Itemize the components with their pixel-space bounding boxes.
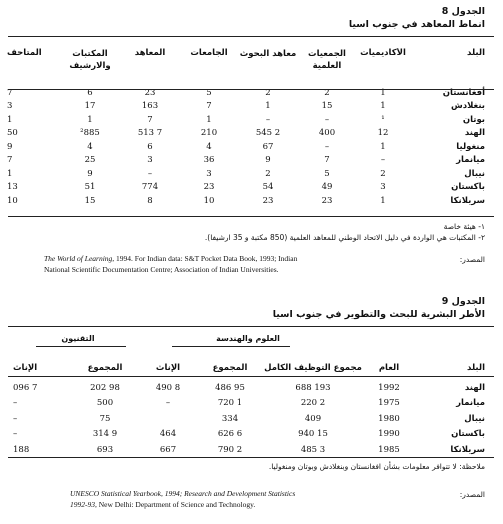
- table8-row: [7, 154, 485, 168]
- table8-cell: 23: [203, 182, 215, 193]
- table9-cell: 15 940: [298, 429, 328, 440]
- table8-cell: 210: [200, 128, 218, 139]
- table8-cell: 2: [380, 168, 386, 179]
- table8-row: [7, 140, 485, 154]
- table8-cell: 1: [7, 168, 13, 179]
- table8-header-country: البلد: [467, 48, 485, 58]
- table9-row: [13, 411, 485, 427]
- table8-cell: 10: [203, 195, 215, 206]
- table8-cell: 7: [7, 155, 13, 166]
- table9-cell: نيبال: [464, 413, 485, 424]
- table9-cell: 9 314: [92, 429, 118, 440]
- table8-top-rule: [8, 36, 494, 37]
- table9-source-italic: UNESCO Statistical Yearbook, 1994; Research and Development Statistics: [70, 489, 296, 498]
- table8-header-research: معاهد البحوث: [239, 49, 297, 59]
- table8-cell: سريلانكا: [450, 195, 485, 206]
- table8-cell: 7: [7, 87, 13, 98]
- table8-row: [7, 167, 485, 181]
- table8-cell: 3: [206, 168, 212, 179]
- table9-cell: 98 202: [90, 382, 120, 393]
- table8-note-2: ٢- المكتبات هي الواردة في دليل الاتحاد الوطني للمعاهد العلمية (850 مكتبة و 35 ارشيفا).: [204, 233, 485, 242]
- table8-cell: 23: [262, 195, 274, 206]
- table8-header-societies: الجمعيات العلمية: [308, 49, 346, 71]
- table8-cell: –: [147, 168, 153, 179]
- table9-cell: 693: [96, 444, 114, 455]
- table8-cell: –: [380, 155, 386, 166]
- table8-header-libraries: المكتبات والارشيف: [69, 49, 111, 71]
- table8-row: [7, 113, 485, 127]
- table9-cell: 75: [99, 413, 111, 424]
- table9-header-fte: مجموع التوظيف الكامل: [264, 363, 362, 373]
- table9-group-science-rule: [172, 346, 290, 347]
- table9-header-sci-female: الإناث: [155, 363, 181, 373]
- table9-cell: 409: [304, 413, 322, 424]
- table9-cell: 1985: [378, 444, 400, 455]
- table9-label: الجدول 9: [441, 296, 485, 307]
- table9-bottom-rule: [8, 457, 494, 458]
- table8: [7, 48, 485, 208]
- table8-cell: 8: [147, 195, 153, 206]
- table8-cell: 15: [321, 101, 333, 112]
- table8-cell: 5: [324, 168, 330, 179]
- table9-group-tech: التقنيون: [61, 334, 95, 343]
- table9-note: ملاحظة: لا تتوافر معلومات بشأن افغانستان وبنغلادش وبوتان ومنغوليا.: [268, 462, 485, 471]
- table9-cell: ميانمار: [456, 398, 485, 409]
- table8-cell: 7: [206, 101, 212, 112]
- table9-title: الأطر البشرية للبحث والتطوير في جنوب اسيا: [272, 309, 485, 320]
- table8-cell: 1: [7, 114, 13, 125]
- table8-source: [44, 253, 464, 275]
- table8-cell: 25: [84, 155, 96, 166]
- table8-header-rule: [8, 89, 494, 90]
- table8-cell: 7: [324, 155, 330, 166]
- table8-cell: 9: [87, 168, 93, 179]
- table9-header-year: العام: [378, 363, 400, 373]
- table9-cell: –: [13, 413, 18, 424]
- table8-cell: 6: [87, 87, 93, 98]
- table8-cell: منغوليا: [456, 141, 485, 152]
- table8-cell: 67: [262, 141, 274, 152]
- table8-cell: 54: [262, 182, 274, 193]
- table8-cell: 1: [380, 101, 386, 112]
- table8-cell: ¹: [381, 114, 385, 125]
- table9-row: [13, 380, 485, 396]
- table9-cell: 2 220: [300, 398, 326, 409]
- table9-cell: 1975: [378, 398, 400, 409]
- table8-cell: 6: [147, 141, 153, 152]
- table8-cell: 10: [7, 195, 18, 206]
- table9-cell: 7 096: [13, 382, 38, 393]
- table8-cell: 9: [7, 141, 13, 152]
- table8-cell: 23: [144, 87, 156, 98]
- table8-cell: أفغانستان: [442, 87, 485, 98]
- table8-cell: 1: [380, 141, 386, 152]
- table9-header-country: البلد: [467, 363, 485, 373]
- table9-cell: –: [13, 398, 18, 409]
- table8-cell: ميانمار: [456, 155, 485, 166]
- table8-cell: 5: [206, 87, 212, 98]
- table9-cell: 334: [221, 413, 239, 424]
- table8-cell: الهند: [464, 128, 485, 139]
- table9-source-line2-italic: 1992-93: [70, 500, 95, 509]
- table9-cell: –: [165, 398, 171, 409]
- table8-cell: باكستان: [451, 182, 485, 193]
- table8-cell: 50: [7, 128, 18, 139]
- table9-cell: 1990: [378, 429, 400, 440]
- table8-cell: 7 513: [137, 128, 163, 139]
- table9-cell: باكستان: [451, 429, 485, 440]
- table9-cell: 2 790: [217, 444, 243, 455]
- table8-cell: نيبال: [464, 168, 485, 179]
- table9-cell: 6 626: [217, 429, 243, 440]
- table8-header-academies: الأكاديميات: [360, 48, 406, 58]
- table9-cell: 464: [159, 429, 177, 440]
- table8-bottom-rule: [8, 216, 494, 217]
- table9-group-tech-rule: [36, 346, 126, 347]
- table8-cell: بنغلادش: [450, 101, 485, 112]
- table8-header-universities: الجامعات: [190, 48, 228, 58]
- table8-source-rest: , 1994. For Indian data: S&T Pocket Data Book, 1993; Indian: [112, 254, 298, 263]
- table9-row: [13, 427, 485, 443]
- table8-cell: 163: [141, 101, 159, 112]
- table9-row: [13, 396, 485, 412]
- table9-cell: 1980: [378, 413, 400, 424]
- table8-cell: 51: [84, 182, 96, 193]
- table9: [13, 356, 485, 458]
- table8-cell: بوتان: [462, 114, 485, 125]
- table8-cell: 1: [380, 195, 386, 206]
- table8-cell: 3: [380, 182, 386, 193]
- table8-cell: 400: [318, 128, 336, 139]
- table9-header-rule: [8, 376, 494, 377]
- table9-source: [70, 488, 470, 510]
- table9-source-label: المصدر:: [459, 490, 485, 499]
- table9-cell: –: [13, 429, 18, 440]
- table8-source-italic: The World of Learning: [44, 254, 113, 263]
- table9-row: [13, 442, 485, 458]
- table9-header-tech-total: المجموع: [87, 363, 123, 373]
- table8-cell: –: [324, 114, 330, 125]
- table8-cell: 4: [87, 141, 93, 152]
- table8-cell: 9: [265, 155, 271, 166]
- table8-header-museums: المتاحف: [7, 48, 42, 58]
- table8-source-label: المصدر:: [459, 255, 485, 264]
- table8-cell: –: [265, 114, 271, 125]
- table8-row: [7, 100, 485, 114]
- table8-cell: 15: [84, 195, 96, 206]
- table8-header-institutes: المعاهد: [134, 48, 166, 58]
- table9-cell: 667: [159, 444, 177, 455]
- table8-cell: 2: [324, 87, 330, 98]
- table8-row: [7, 194, 485, 208]
- table9-cell: 1992: [378, 382, 400, 393]
- table9-header-tech-female: الإناث: [13, 363, 38, 373]
- table8-source-line2: National Scientific Documentation Centre; Association of Indian Universities.: [44, 265, 279, 274]
- table8-note-1: ١- هيئة خاصة: [443, 222, 485, 231]
- table9-cell: 188: [13, 444, 30, 455]
- table9-cell: 193 688: [295, 382, 331, 393]
- table8-label: الجدول 8: [441, 6, 485, 17]
- table8-cell: 13: [7, 182, 18, 193]
- table8-cell: 2 545: [255, 128, 281, 139]
- table8-cell: 36: [203, 155, 215, 166]
- table8-row: [7, 181, 485, 195]
- table8-cell: 1: [265, 101, 271, 112]
- table9-top-rule: [8, 326, 494, 327]
- table8-cell: 1: [87, 114, 93, 125]
- table9-cell: 8 490: [155, 382, 181, 393]
- table8-cell: 774: [141, 182, 159, 193]
- table9-cell: سريلانكا: [450, 444, 485, 455]
- table9-cell: 3 485: [300, 444, 326, 455]
- table9-cell: 500: [96, 398, 114, 409]
- table8-cell: 2: [265, 168, 271, 179]
- table8-cell: 12: [377, 128, 389, 139]
- table8-cell: 1: [206, 114, 212, 125]
- table8-cell: 4: [206, 141, 212, 152]
- table9-source-line2: , New Delhi: Department of Science and Technology.: [95, 500, 256, 509]
- table9-cell: 1 720: [217, 398, 243, 409]
- table8-cell: 3: [147, 155, 153, 166]
- table8-cell: 23: [321, 195, 333, 206]
- table9-group-science: العلوم والهندسة: [216, 334, 280, 343]
- table9-cell: الهند: [464, 382, 485, 393]
- table8-title: انماط المعاهد في جنوب اسيا: [348, 19, 485, 30]
- table8-cell: 17: [84, 101, 96, 112]
- table8-cell: 2: [265, 87, 271, 98]
- table9-header-sci-total: المجموع: [212, 363, 248, 373]
- table8-row: [7, 127, 485, 141]
- table9-cell: 95 486: [215, 382, 245, 393]
- table8-cell: 3: [7, 101, 13, 112]
- table8-cell: –: [324, 141, 330, 152]
- table8-cell: 49: [321, 182, 333, 193]
- table9-cell: [139, 411, 197, 427]
- table8-cell: 1: [380, 87, 386, 98]
- table8-cell: ²885: [80, 128, 100, 139]
- table8-cell: 7: [147, 114, 153, 125]
